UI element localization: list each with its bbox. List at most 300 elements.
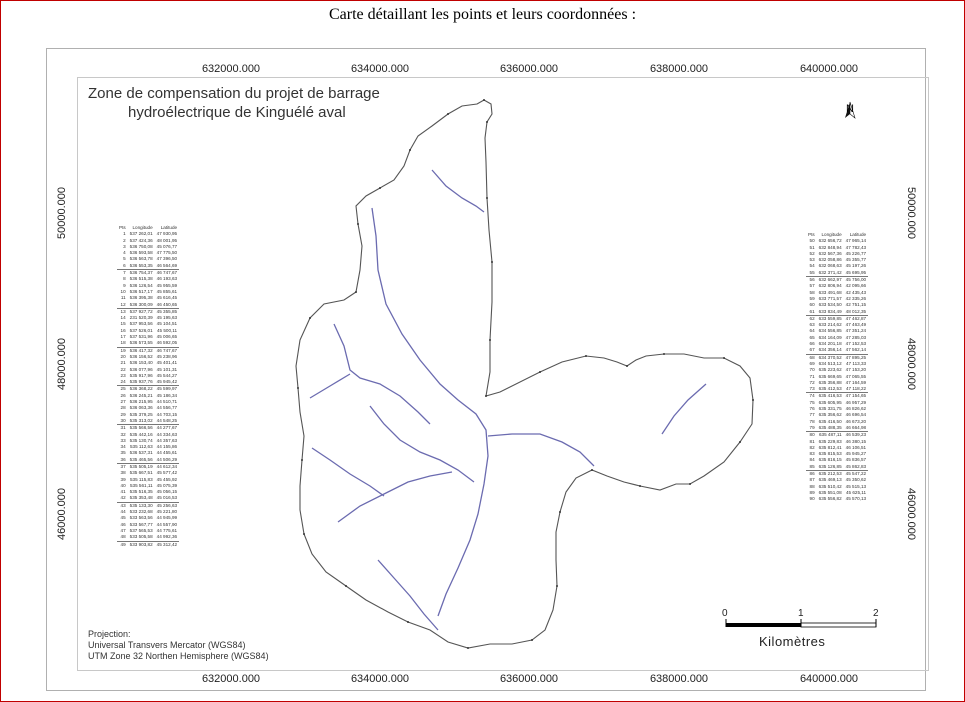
x-tick-top-1: 632000.000 <box>201 63 261 75</box>
cell-latitude: 45 104,51 <box>156 321 178 327</box>
cell-point: 9 <box>123 282 126 288</box>
y-tick-right-2: 48000.000 <box>905 338 917 390</box>
boundary-polygon <box>296 100 753 648</box>
cell-point: 10 <box>120 288 126 294</box>
cell-longitude: 633 559,85 <box>818 315 842 321</box>
table-row <box>806 393 868 400</box>
cell-latitude: 45 226,77 <box>845 250 867 256</box>
cell-longitude: 634 164,09 <box>818 334 842 340</box>
cell-latitude: 45 455,92 <box>156 476 178 482</box>
boundary-vertices <box>297 99 754 649</box>
table-row <box>806 496 868 502</box>
cell-longitude: 536 573,55 <box>129 340 153 346</box>
cell-longitude: 635 556,82 <box>818 496 842 502</box>
cell-latitude: 46 696,54 <box>845 412 867 418</box>
cell-longitude: 535 130,74 <box>129 437 153 443</box>
col-header-longitude: Longitude <box>821 232 842 237</box>
cell-latitude: 47 965,14 <box>845 238 867 244</box>
cell-point: 16 <box>120 327 126 333</box>
table-row <box>117 495 179 502</box>
cell-point: 33 <box>120 437 126 443</box>
cell-longitude: 537 262,01 <box>129 231 153 237</box>
cell-point: 17 <box>120 334 126 340</box>
cell-latitude: 46 957,29 <box>845 399 867 405</box>
north-label: N <box>846 103 854 115</box>
cell-longitude: 536 300,09 <box>129 301 153 307</box>
cell-longitude: 536 537,31 <box>129 450 153 456</box>
cell-latitude: 44 155,86 <box>156 444 178 450</box>
table-row <box>117 302 179 309</box>
cell-longitude: 634 513,12 <box>818 360 842 366</box>
cell-point: 59 <box>809 295 815 301</box>
cell-longitude: 536 517,17 <box>129 288 153 294</box>
cell-longitude: 635 412,53 <box>818 386 842 392</box>
cell-longitude: 533 232,68 <box>129 509 153 515</box>
cell-latitude: 46 380,15 <box>845 438 867 444</box>
cell-longitude: 537 953,56 <box>129 321 153 327</box>
cell-point: 79 <box>806 425 817 432</box>
table-row <box>117 263 179 270</box>
cell-latitude: 47 152,53 <box>845 341 867 347</box>
cell-latitude: 46 664,98 <box>845 424 867 430</box>
cell-latitude: 44 612,34 <box>156 463 178 469</box>
cell-point: 28 <box>120 405 126 411</box>
cell-latitude: 47 113,33 <box>845 360 867 366</box>
cell-longitude: 632 806,94 <box>818 283 842 289</box>
cell-longitude: 635 356,62 <box>818 412 842 418</box>
cell-point: 36 <box>117 457 128 464</box>
scale-unit-label: Kilomètres <box>759 634 826 649</box>
cell-longitude: 535 937,76 <box>129 379 153 385</box>
x-tick-bottom-3: 636000.000 <box>499 673 559 685</box>
x-tick-top-2: 634000.000 <box>350 63 410 75</box>
table-row <box>806 464 868 471</box>
cell-latitude: 45 515,13 <box>845 483 867 489</box>
cell-latitude: 46 106,51 <box>845 444 867 450</box>
cell-longitude: 536 156,52 <box>129 353 153 359</box>
cell-point: 62 <box>809 315 815 321</box>
cell-point: 88 <box>809 483 815 489</box>
cell-latitude: 47 154,65 <box>845 393 867 399</box>
col-header-pts: Pts <box>119 225 126 230</box>
cell-point: 44 <box>120 509 126 515</box>
table-row <box>117 340 179 347</box>
cell-latitude: 45 862,83 <box>845 463 867 469</box>
cell-point: 47 <box>120 527 126 533</box>
cell-longitude: 533 563,56 <box>129 515 153 521</box>
cell-latitude: 45 945,42 <box>156 379 178 385</box>
cell-point: 2 <box>123 237 126 243</box>
cell-latitude: 45 076,77 <box>156 243 178 249</box>
cell-point: 3 <box>123 243 126 249</box>
cell-point: 77 <box>809 412 815 418</box>
projection-label: Projection: <box>88 629 131 639</box>
cell-latitude: 45 547,22 <box>845 470 867 476</box>
cell-longitude: 633 534,50 <box>818 302 842 308</box>
river-1 <box>432 170 484 212</box>
cell-longitude: 635 416,53 <box>818 393 842 399</box>
cell-point: 57 <box>809 283 815 289</box>
cell-longitude: 535 561,11 <box>129 482 153 488</box>
cell-point: 1 <box>123 231 126 237</box>
cell-longitude: 535 667,51 <box>129 470 153 476</box>
x-tick-top-3: 636000.000 <box>499 63 559 75</box>
cell-longitude: 635 510,42 <box>818 483 842 489</box>
cell-point: 40 <box>120 482 126 488</box>
cell-latitude: 47 782,43 <box>845 244 867 250</box>
cell-point: 84 <box>809 457 815 463</box>
cell-point: 11 <box>120 295 126 301</box>
table-row <box>806 470 868 477</box>
cell-longitude: 632 848,94 <box>818 244 842 250</box>
col-header-latitude: Latitude <box>160 225 178 230</box>
cell-latitude: 45 256,63 <box>156 502 178 508</box>
cell-latitude: 47 775,50 <box>156 250 178 256</box>
projection-line-1: Universal Transvers Mercator (WGS84) <box>88 640 246 650</box>
x-tick-top-4: 638000.000 <box>649 63 709 75</box>
cell-point: 20 <box>120 353 126 359</box>
cell-point: 42 <box>117 495 128 502</box>
cell-latitude: 44 775,61 <box>156 527 178 533</box>
cell-longitude: 537 526,01 <box>129 327 153 333</box>
cell-longitude: 535 115,83 <box>129 476 153 482</box>
cell-latitude: 47 118,22 <box>844 386 868 393</box>
cell-latitude: 44 703,15 <box>156 411 178 417</box>
cell-point: 66 <box>809 341 815 347</box>
page-heading: Carte détaillant les points et leurs coordonnées : <box>328 6 637 23</box>
cell-longitude: 535 442,16 <box>129 431 153 437</box>
cell-longitude: 536 750,08 <box>129 243 153 249</box>
cell-longitude: 635 815,53 <box>818 451 842 457</box>
cell-point: 8 <box>123 276 126 282</box>
cell-latitude: 45 570,13 <box>845 496 867 502</box>
cell-longitude: 536 126,54 <box>129 282 153 288</box>
cell-latitude: 47 930,95 <box>156 231 178 237</box>
cell-point: 29 <box>120 411 126 417</box>
table-row <box>117 534 179 541</box>
cell-point: 35 <box>120 450 126 456</box>
cell-latitude: 44 455,61 <box>156 450 178 456</box>
cell-point: 26 <box>120 392 126 398</box>
cell-point: 61 <box>806 309 817 316</box>
cell-point: 50 <box>809 238 815 244</box>
cell-point: 64 <box>809 328 815 334</box>
table-row <box>117 386 179 393</box>
cell-point: 51 <box>809 244 815 250</box>
cell-longitude: 536 754,37 <box>129 270 153 276</box>
table-row <box>117 379 179 386</box>
cell-longitude: 635 816,15 <box>818 457 842 463</box>
cell-longitude: 633 491,68 <box>818 289 842 295</box>
cell-latitude: 48 001,95 <box>156 237 178 243</box>
table-row <box>806 432 868 439</box>
cell-point: 90 <box>809 496 815 502</box>
cell-longitude: 632 656,72 <box>818 238 842 244</box>
cell-latitude: 47 463,49 <box>845 322 867 328</box>
cell-longitude: 634 370,52 <box>818 354 842 360</box>
cell-longitude: 632 371,42 <box>818 269 842 275</box>
cell-point: 45 <box>120 515 126 521</box>
cell-point: 54 <box>809 263 815 269</box>
cell-latitude: 44 277,67 <box>156 425 178 431</box>
cell-point: 89 <box>809 489 815 495</box>
y-tick-left-1: 50000.000 <box>56 187 68 239</box>
cell-longitude: 635 605,95 <box>818 399 842 405</box>
cell-latitude: 46 539,23 <box>845 432 867 438</box>
cell-point: 82 <box>809 444 815 450</box>
cell-point: 63 <box>809 322 815 328</box>
cell-point: 38 <box>120 470 126 476</box>
cell-latitude: 46 592,05 <box>156 340 178 346</box>
cell-longitude: 231 520,39 <box>129 315 153 321</box>
cell-latitude: 47 065,55 <box>845 373 867 379</box>
cell-point: 7 <box>123 270 126 276</box>
cell-latitude: 45 577,42 <box>156 470 178 476</box>
cell-latitude: 44 556,77 <box>156 405 178 411</box>
cell-longitude: 535 353,48 <box>129 495 153 501</box>
cell-point: 81 <box>809 438 815 444</box>
cell-point: 73 <box>806 386 817 393</box>
cell-latitude: 45 401,41 <box>156 360 178 366</box>
cell-latitude: 46 747,67 <box>156 347 178 353</box>
river-4 <box>310 374 350 398</box>
cell-longitude: 536 593,58 <box>129 250 153 256</box>
cell-point: 53 <box>809 257 815 263</box>
cell-longitude: 535 112,63 <box>129 444 153 450</box>
cell-latitude: 42 751,15 <box>845 302 867 308</box>
cell-point: 23 <box>120 372 126 378</box>
scale-label-1: 1 <box>798 608 804 619</box>
cell-longitude: 635 331,75 <box>818 406 842 412</box>
cell-longitude: 634 556,85 <box>818 328 842 334</box>
cell-longitude: 635 229,83 <box>818 438 842 444</box>
table-row <box>806 315 868 322</box>
cell-latitude: 46 564,69 <box>156 262 178 268</box>
cell-longitude: 635 669,65 <box>818 373 842 379</box>
cell-latitude: 45 238,96 <box>156 353 178 359</box>
table-row <box>117 457 179 464</box>
cell-point: 48 <box>117 534 128 541</box>
cell-latitude: 45 756,00 <box>845 277 867 283</box>
cell-longitude: 633 214,62 <box>818 322 842 328</box>
cell-longitude: 633 771,57 <box>818 295 842 301</box>
cell-latitude: 42 095,66 <box>845 283 867 289</box>
cell-latitude: 45 355,85 <box>156 308 178 314</box>
cell-latitude: 45 355,77 <box>845 257 867 263</box>
cell-point: 14 <box>120 315 126 321</box>
scale-label-0: 0 <box>722 608 728 619</box>
table-row <box>117 308 179 315</box>
table-row <box>806 425 868 432</box>
cell-longitude: 635 469,13 <box>818 477 842 483</box>
cell-longitude: 635 212,53 <box>818 470 842 476</box>
cell-longitude: 536 515,38 <box>129 276 153 282</box>
table-row <box>117 418 179 425</box>
cell-latitude: 46 826,62 <box>845 406 867 412</box>
cell-longitude: 536 417,32 <box>129 347 153 353</box>
cell-longitude: 535 917,96 <box>129 372 153 378</box>
cell-longitude: 537 531,96 <box>129 334 153 340</box>
y-tick-left-3: 46000.000 <box>56 488 68 540</box>
cell-point: 31 <box>120 425 126 431</box>
map-title-line2: hydroélectrique de Kinguélé aval <box>128 104 346 121</box>
cell-longitude: 535 566,56 <box>129 425 153 431</box>
cell-latitude: 44 334,63 <box>156 431 178 437</box>
cell-longitude: 536 245,21 <box>129 392 153 398</box>
cell-longitude: 632 567,36 <box>818 250 842 256</box>
x-tick-bottom-1: 632000.000 <box>201 673 261 685</box>
cell-longitude: 536 153,40 <box>129 360 153 366</box>
table-row <box>117 425 179 432</box>
cell-point: 78 <box>809 418 815 424</box>
cell-point: 68 <box>809 354 815 360</box>
cell-longitude: 536 077,96 <box>129 366 153 372</box>
cell-point: 37 <box>120 463 126 469</box>
cell-latitude: 44 506,29 <box>156 456 178 462</box>
cell-longitude: 632 058,86 <box>818 257 842 263</box>
cell-latitude: 45 599,97 <box>156 386 178 392</box>
cell-point: 49 <box>120 541 126 547</box>
cell-longitude: 632 662,97 <box>818 277 842 283</box>
cell-longitude: 633 834,49 <box>818 308 842 314</box>
cell-latitude: 42 335,26 <box>845 295 867 301</box>
cell-latitude: 47 164,59 <box>845 379 867 385</box>
table-row <box>117 270 179 277</box>
coordinates-table-right <box>806 232 868 502</box>
cell-point: 5 <box>123 256 126 262</box>
cell-latitude: 44 510,71 <box>156 399 178 405</box>
projection-info <box>88 629 269 662</box>
cell-latitude: 45 101,31 <box>156 366 178 372</box>
cell-latitude: 45 955,59 <box>156 282 178 288</box>
cell-longitude: 533 903,82 <box>129 541 153 547</box>
cell-point: 22 <box>120 366 126 372</box>
cell-point: 52 <box>809 250 815 256</box>
table-row <box>117 541 179 548</box>
cell-longitude: 635 488,35 <box>818 424 842 430</box>
table-row <box>806 354 868 361</box>
cell-latitude: 45 197,26 <box>845 263 867 269</box>
cell-latitude: 47 562,14 <box>845 347 867 353</box>
y-tick-right-3: 46000.000 <box>905 488 917 540</box>
cell-point: 70 <box>809 367 815 373</box>
cell-longitude: 536 395,38 <box>129 295 153 301</box>
cell-point: 85 <box>806 464 817 471</box>
x-tick-bottom-4: 638000.000 <box>649 673 709 685</box>
cell-point: 46 <box>120 521 126 527</box>
table-row <box>117 463 179 470</box>
cell-longitude: 535 465,56 <box>129 456 153 462</box>
cell-latitude: 45 625,11 <box>845 489 867 495</box>
cell-point: 32 <box>120 431 126 437</box>
cell-latitude: 45 312,42 <box>156 541 178 547</box>
cell-latitude: 44 992,36 <box>156 534 178 540</box>
cell-point: 80 <box>809 432 815 438</box>
cell-latitude: 45 836,57 <box>845 457 867 463</box>
cell-longitude: 635 416,50 <box>818 418 842 424</box>
cell-latitude: 44 945,99 <box>156 515 178 521</box>
cell-point: 39 <box>120 476 126 482</box>
river-2 <box>372 208 488 616</box>
cell-point: 19 <box>120 347 126 353</box>
cell-longitude: 632 068,63 <box>818 263 842 269</box>
cell-point: 69 <box>809 360 815 366</box>
col-header-pts: Pts <box>808 232 815 237</box>
cell-point: 72 <box>809 379 815 385</box>
cell-point: 27 <box>120 399 126 405</box>
cell-longitude: 635 487,11 <box>818 432 842 438</box>
cell-point: 15 <box>120 321 126 327</box>
cell-longitude: 634 356,14 <box>818 347 842 353</box>
cell-longitude: 536 368,22 <box>129 386 153 392</box>
cell-longitude: 533 567,77 <box>129 521 153 527</box>
cell-point: 18 <box>117 340 128 347</box>
projection-line-2: UTM Zone 32 Northen Hemisphere (WGS84) <box>88 651 269 661</box>
cell-latitude: 46 450,65 <box>156 301 178 307</box>
x-tick-top-5: 640000.000 <box>799 63 859 75</box>
cell-point: 13 <box>120 308 126 314</box>
cell-latitude: 45 616,45 <box>156 295 178 301</box>
cell-longitude: 536 063,36 <box>129 405 153 411</box>
cell-latitude: 45 544,27 <box>156 372 178 378</box>
cell-longitude: 635 126,85 <box>818 463 842 469</box>
table-row <box>806 309 868 316</box>
cell-latitude: 47 895,25 <box>845 354 867 360</box>
river-3 <box>334 324 430 424</box>
river-6 <box>312 448 384 496</box>
cell-latitude: 45 350,62 <box>845 477 867 483</box>
river-9 <box>488 434 594 466</box>
map-title-line1: Zone de compensation du projet de barrage <box>88 85 380 102</box>
y-tick-left-2: 48000.000 <box>56 338 68 390</box>
cell-point: 86 <box>809 470 815 476</box>
cell-longitude: 535 516,35 <box>129 489 153 495</box>
cell-point: 74 <box>809 393 815 399</box>
river-10 <box>662 384 706 434</box>
cell-longitude: 635 812,41 <box>818 444 842 450</box>
cell-point: 65 <box>809 334 815 340</box>
coordinates-table-left <box>117 225 179 548</box>
cell-point: 12 <box>117 302 128 309</box>
cell-latitude: 45 500,11 <box>156 327 178 333</box>
cell-latitude: 45 016,53 <box>156 495 178 501</box>
cell-longitude: 634 201,18 <box>818 341 842 347</box>
cell-latitude: 44 548,25 <box>156 417 178 423</box>
river-8 <box>378 560 438 630</box>
cell-longitude: 536 553,35 <box>129 262 153 268</box>
cell-latitude: 45 186,34 <box>156 392 178 398</box>
table-row <box>806 347 868 354</box>
cell-latitude: 42 435,43 <box>845 289 867 295</box>
cell-latitude: 45 855,61 <box>156 288 178 294</box>
cell-point: 60 <box>809 302 815 308</box>
cell-latitude: 45 056,15 <box>156 489 178 495</box>
cell-point: 43 <box>120 502 126 508</box>
cell-latitude: 46 747,67 <box>156 270 178 276</box>
cell-longitude: 535 313,02 <box>129 417 153 423</box>
cell-latitude: 46 673,20 <box>845 418 867 424</box>
cell-longitude: 535 133,30 <box>129 502 153 508</box>
cell-point: 67 <box>806 347 817 354</box>
cell-point: 83 <box>809 451 815 457</box>
cell-longitude: 537 927,72 <box>129 308 153 314</box>
cell-latitude: 47 153,20 <box>845 367 867 373</box>
table-row <box>117 502 179 509</box>
x-tick-bottom-5: 640000.000 <box>799 673 859 685</box>
col-header-latitude: Latitude <box>849 232 867 237</box>
cell-latitude: 47 285,03 <box>845 334 867 340</box>
cell-point: 6 <box>117 263 128 270</box>
